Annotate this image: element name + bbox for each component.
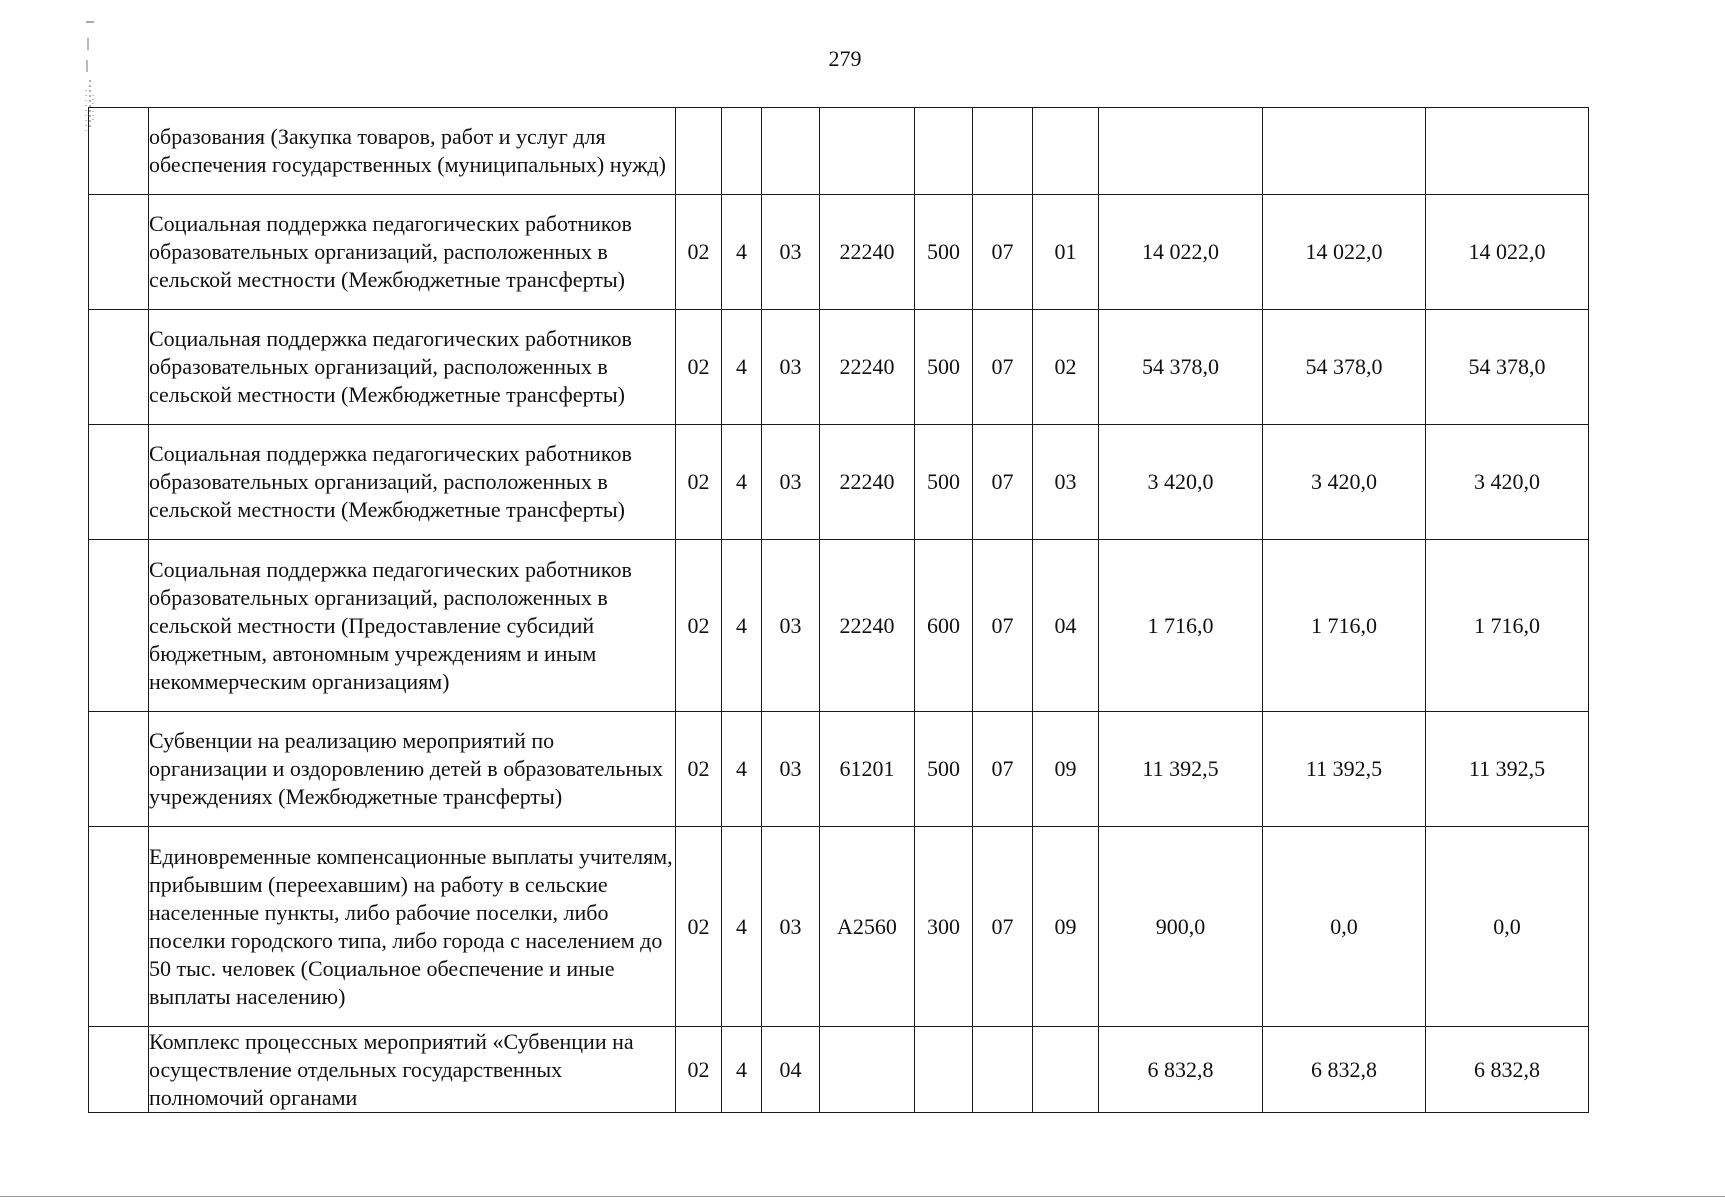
page-number: 279 bbox=[828, 46, 862, 71]
code-cell bbox=[973, 108, 1033, 195]
table-row bbox=[89, 425, 1589, 540]
code-cell: 22240 bbox=[820, 195, 915, 310]
code-cell bbox=[1033, 1027, 1099, 1113]
description-cell: Социальная поддержка педагогических работников образовательных организаций, расположенных в сельской местности (Межбюджетные трансферты) bbox=[149, 310, 676, 425]
table-row bbox=[89, 310, 1589, 425]
code-cell bbox=[676, 108, 722, 195]
code-cell bbox=[915, 108, 973, 195]
code-cell: 500 bbox=[915, 712, 973, 827]
amount-cell: 54 378,0 bbox=[1426, 310, 1589, 425]
code-cell: 02 bbox=[676, 540, 722, 712]
amount-cell: 6 832,8 bbox=[1099, 1027, 1263, 1113]
row-number-cell bbox=[89, 827, 149, 1027]
amount-cell: 0,0 bbox=[1426, 827, 1589, 1027]
row-number-cell bbox=[89, 310, 149, 425]
code-cell: 4 bbox=[722, 425, 762, 540]
amount-cell: 1 716,0 bbox=[1426, 540, 1589, 712]
amount-cell: 11 392,5 bbox=[1426, 712, 1589, 827]
code-cell: 03 bbox=[762, 540, 820, 712]
code-cell bbox=[762, 108, 820, 195]
amount-cell bbox=[1099, 108, 1263, 195]
table-row bbox=[89, 108, 1589, 195]
row-number-cell bbox=[89, 712, 149, 827]
code-cell: 03 bbox=[762, 310, 820, 425]
row-number-cell bbox=[89, 195, 149, 310]
code-cell: 300 bbox=[915, 827, 973, 1027]
amount-cell: 900,0 bbox=[1099, 827, 1263, 1027]
code-cell: 02 bbox=[676, 1027, 722, 1113]
code-cell: 09 bbox=[1033, 712, 1099, 827]
code-cell: 4 bbox=[722, 540, 762, 712]
code-cell: 02 bbox=[676, 310, 722, 425]
code-cell: 07 bbox=[973, 540, 1033, 712]
code-cell: 500 bbox=[915, 425, 973, 540]
table-row bbox=[89, 195, 1589, 310]
description-cell: Социальная поддержка педагогических работников образовательных организаций, расположенных в сельской местности (Межбюджетные трансферты) bbox=[149, 425, 676, 540]
description-cell: Комплекс процессных мероприятий «Субвенции на осуществление отдельных государственных полномочий органами bbox=[149, 1027, 676, 1113]
code-cell: 03 bbox=[762, 712, 820, 827]
code-cell bbox=[1033, 108, 1099, 195]
code-cell: 01 bbox=[1033, 195, 1099, 310]
code-cell bbox=[722, 108, 762, 195]
amount-cell: 54 378,0 bbox=[1263, 310, 1426, 425]
code-cell: 61201 bbox=[820, 712, 915, 827]
table-row bbox=[89, 827, 1589, 1027]
table-row bbox=[89, 1027, 1589, 1113]
description-cell: Социальная поддержка педагогических работников образовательных организаций, расположенных в сельской местности (Межбюджетные трансферты) bbox=[149, 195, 676, 310]
code-cell: 600 bbox=[915, 540, 973, 712]
code-cell: 22240 bbox=[820, 425, 915, 540]
code-cell: 07 bbox=[973, 310, 1033, 425]
amount-cell: 1 716,0 bbox=[1099, 540, 1263, 712]
amount-cell bbox=[1426, 108, 1589, 195]
code-cell: 03 bbox=[762, 425, 820, 540]
amount-cell: 6 832,8 bbox=[1263, 1027, 1426, 1113]
budget-table bbox=[88, 107, 1589, 1113]
code-cell bbox=[973, 1027, 1033, 1113]
row-number-cell bbox=[89, 1027, 149, 1113]
amount-cell: 14 022,0 bbox=[1426, 195, 1589, 310]
code-cell: 09 bbox=[1033, 827, 1099, 1027]
code-cell: 4 bbox=[722, 1027, 762, 1113]
code-cell: 500 bbox=[915, 310, 973, 425]
amount-cell: 6 832,8 bbox=[1426, 1027, 1589, 1113]
amount-cell: 14 022,0 bbox=[1263, 195, 1426, 310]
code-cell: 22240 bbox=[820, 310, 915, 425]
amount-cell: 0,0 bbox=[1263, 827, 1426, 1027]
code-cell: 4 bbox=[722, 195, 762, 310]
description-cell: Социальная поддержка педагогических работников образовательных организаций, расположенных в сельской местности (Предоставление субсидий бюджетным, автономным учреждениям и иным некоммерческим организациям) bbox=[149, 540, 676, 712]
code-cell bbox=[820, 108, 915, 195]
code-cell: 03 bbox=[762, 195, 820, 310]
amount-cell: 54 378,0 bbox=[1099, 310, 1263, 425]
code-cell: 07 bbox=[973, 712, 1033, 827]
amount-cell: 3 420,0 bbox=[1099, 425, 1263, 540]
amount-cell: 3 420,0 bbox=[1263, 425, 1426, 540]
table-row bbox=[89, 540, 1589, 712]
amount-cell: 14 022,0 bbox=[1099, 195, 1263, 310]
code-cell: 22240 bbox=[820, 540, 915, 712]
table-row bbox=[89, 712, 1589, 827]
code-cell: 4 bbox=[722, 827, 762, 1027]
amount-cell: 1 716,0 bbox=[1263, 540, 1426, 712]
amount-cell: 11 392,5 bbox=[1099, 712, 1263, 827]
code-cell: 07 bbox=[973, 195, 1033, 310]
description-cell: образования (Закупка товаров, работ и услуг для обеспечения государственных (муниципальных) нужд) bbox=[149, 108, 676, 195]
bottom-rule bbox=[0, 1196, 1725, 1197]
code-cell: 07 bbox=[973, 827, 1033, 1027]
code-cell: А2560 bbox=[820, 827, 915, 1027]
row-number-cell bbox=[89, 108, 149, 195]
amount-cell bbox=[1263, 108, 1426, 195]
code-cell: 02 bbox=[676, 827, 722, 1027]
code-cell: 4 bbox=[722, 310, 762, 425]
code-cell bbox=[915, 1027, 973, 1113]
amount-cell: 11 392,5 bbox=[1263, 712, 1426, 827]
row-number-cell bbox=[89, 425, 149, 540]
code-cell: 02 bbox=[676, 425, 722, 540]
description-cell: Субвенции на реализацию мероприятий по организации и оздоровлению детей в образовательных учреждениях (Межбюджетные трансферты) bbox=[149, 712, 676, 827]
code-cell bbox=[820, 1027, 915, 1113]
description-cell: Единовременные компенсационные выплаты учителям, прибывшим (переехавшим) на работу в сельские населенные пункты, либо рабочие поселки, либо поселки городского типа, либо города с населением до 50 тыс. человек (Социальное обеспечение и иные выплаты населению) bbox=[149, 827, 676, 1027]
code-cell: 4 bbox=[722, 712, 762, 827]
code-cell: 04 bbox=[1033, 540, 1099, 712]
row-number-cell bbox=[89, 540, 149, 712]
code-cell: 02 bbox=[676, 712, 722, 827]
amount-cell: 3 420,0 bbox=[1426, 425, 1589, 540]
code-cell: 03 bbox=[1033, 425, 1099, 540]
code-cell: 03 bbox=[762, 827, 820, 1027]
code-cell: 02 bbox=[676, 195, 722, 310]
code-cell: 04 bbox=[762, 1027, 820, 1113]
code-cell: 500 bbox=[915, 195, 973, 310]
code-cell: 07 bbox=[973, 425, 1033, 540]
code-cell: 02 bbox=[1033, 310, 1099, 425]
